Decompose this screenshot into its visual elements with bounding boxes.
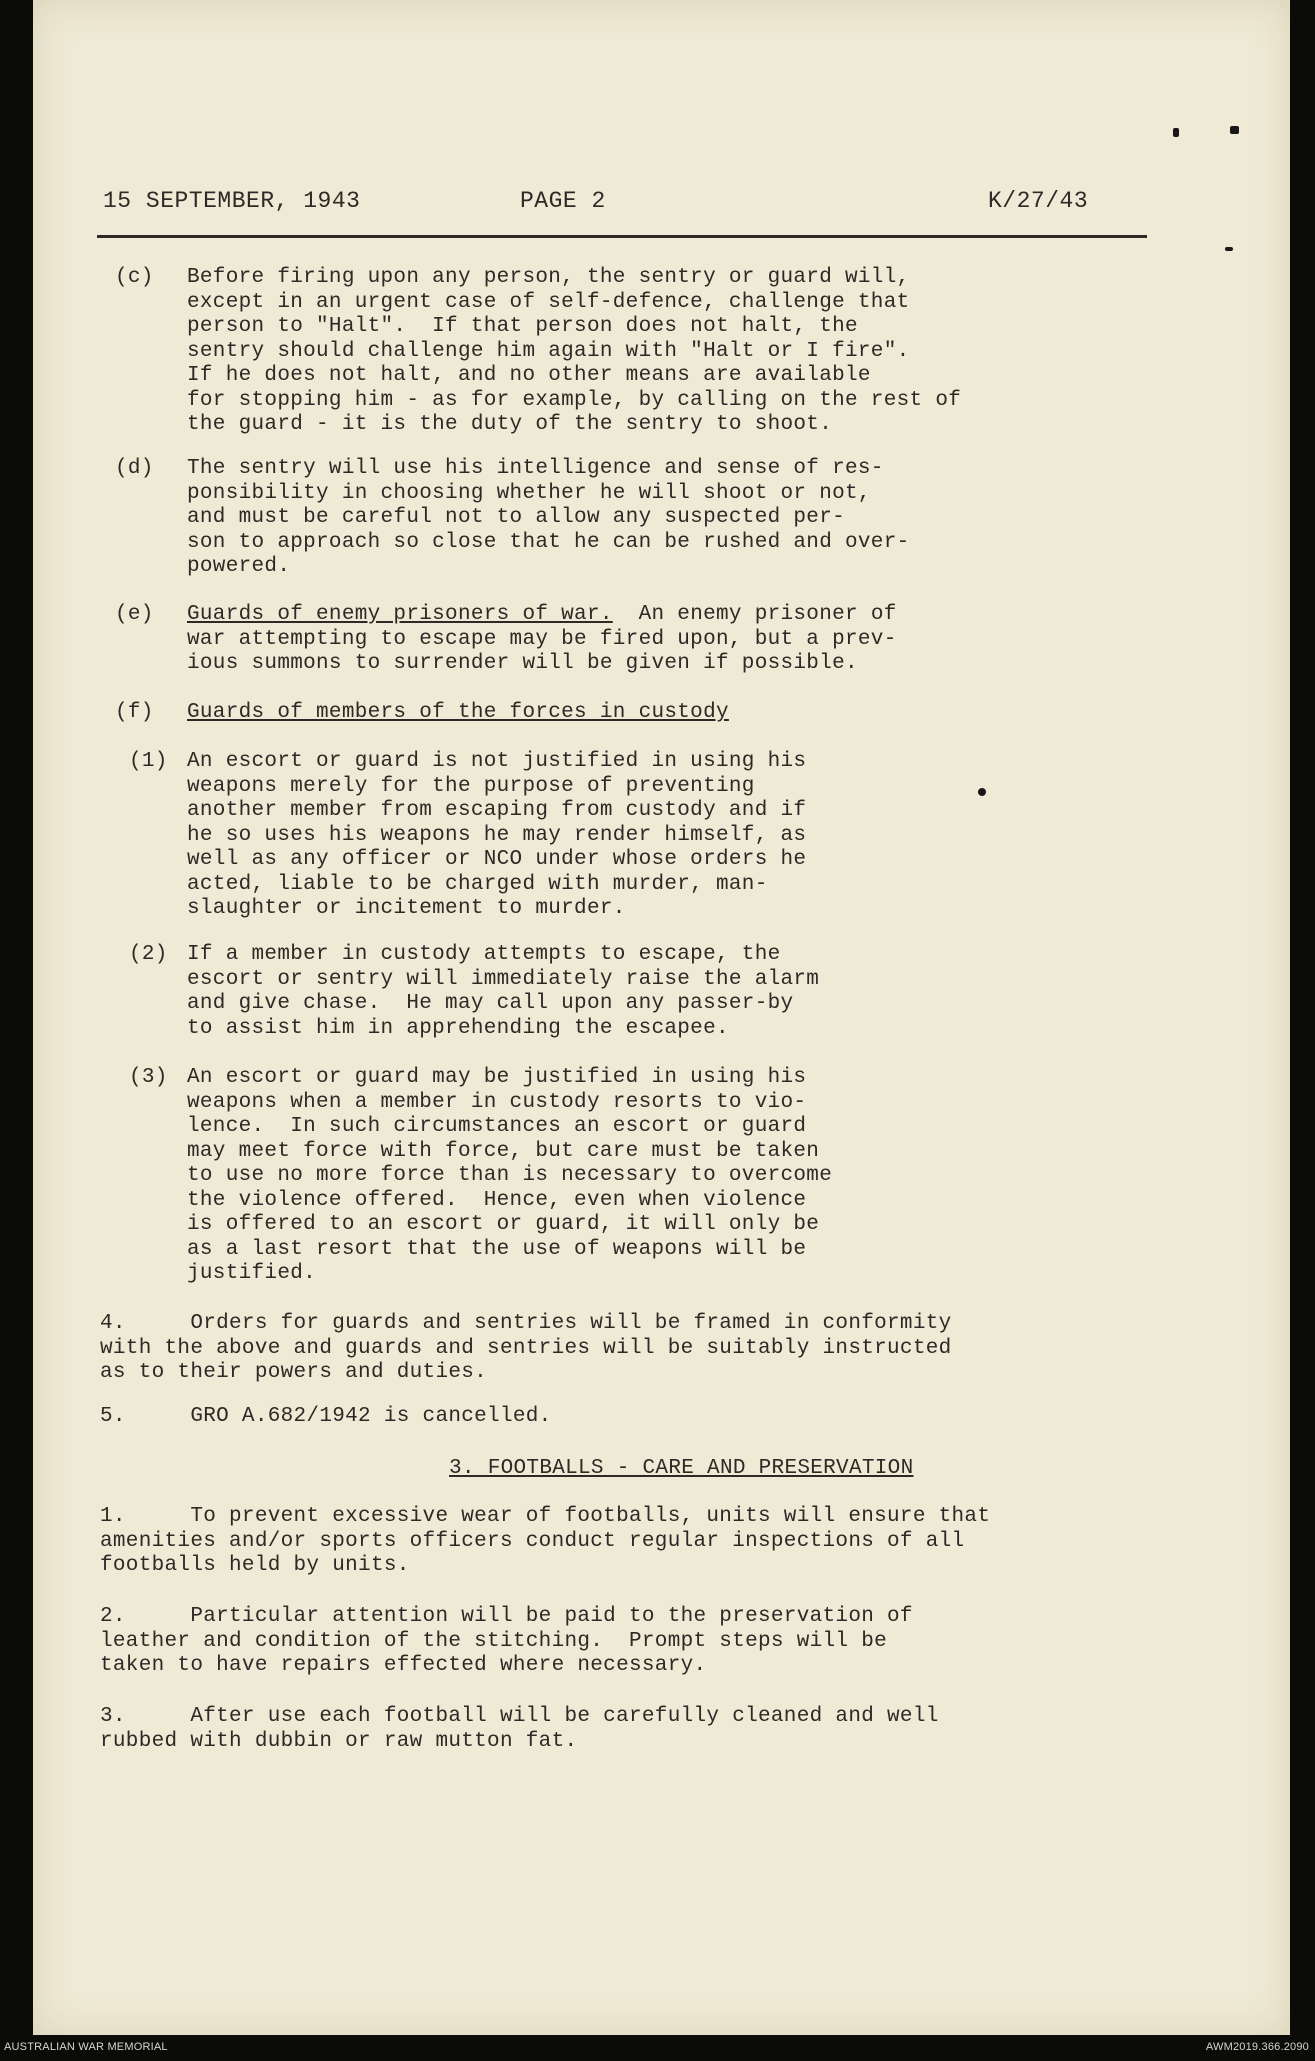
document-body xyxy=(33,0,1290,2035)
paragraph-text: The sentry will use his intelligence and sense of res- ponsibility in choosing whether he will shoot or not, and must be careful not to allow any suspected per- son to approach so close that he can be rushed and over- powered. xyxy=(187,457,910,578)
paragraph-d xyxy=(115,457,910,578)
section-title: 3. FOOTBALLS - CARE AND PRESERVATION xyxy=(449,1457,914,1480)
subparagraph-text: An escort or guard is not justified in using his weapons merely for the purpose of preventing another member from escaping from custody and if he so uses his weapons he may render himself, as well as any officer or NCO under whose orders he acted, liable to be charged with murder, man- slaughter or incitement to murder. xyxy=(187,750,807,920)
paragraph-first-text: An enemy prisoner of xyxy=(612,603,897,626)
paragraph-text: 4. Orders for guards and sentries will be framed in conformity with the above and guards and sentries will be suitably instructed as to their powers and duties. xyxy=(100,1312,952,1384)
header-date: 15 SEPTEMBER, 1943 xyxy=(103,188,361,214)
document-page xyxy=(33,0,1290,2035)
subparagraph-label: (3) xyxy=(129,1066,168,1089)
paragraph-text: war attempting to escape may be fired upon, but a prev- ious summons to surrender will be given if possible. xyxy=(187,627,897,675)
subparagraph-1 xyxy=(129,750,807,920)
footer-left: AUSTRALIAN WAR MEMORIAL xyxy=(4,2041,168,2053)
page-header xyxy=(103,188,1133,222)
footer-right: AWM2019.366.2090 xyxy=(1205,2041,1309,2053)
paragraph-heading: Guards of members of the forces in custody xyxy=(187,701,729,724)
paragraph-5 xyxy=(100,1405,552,1479)
section-paragraph-2: 2. Particular attention will be paid to the preservation of leather and condition of the stitching. Prompt steps will be taken to have repairs effected where necessary. xyxy=(100,1605,913,1677)
pin-mark xyxy=(1225,247,1233,251)
paragraph-label: (d) xyxy=(115,457,154,480)
subparagraph-label: (1) xyxy=(129,750,168,773)
section-paragraph-3: 3. After use each football will be carefully cleaned and well rubbed with dubbin or raw mutton fat. xyxy=(100,1705,939,1753)
paragraph-label: (f) xyxy=(115,701,154,724)
paragraph-label: (c) xyxy=(115,266,154,289)
subparagraph-label: (2) xyxy=(129,943,168,966)
paragraph-heading: Guards of enemy prisoners of war. xyxy=(187,603,613,626)
header-rule xyxy=(97,235,1147,238)
paragraph-text: Before firing upon any person, the sentry or guard will, except in an urgent case of self-defence, challenge that person to "Halt". If that person does not halt, the sentry should challenge him again with "Halt or I fire". If he does not halt, and no other means are available for stopping him - as for example, by calling on the rest of the guard - it is the duty of the sentry to shoot. xyxy=(187,266,962,436)
pin-mark xyxy=(1230,126,1239,134)
subparagraph-2 xyxy=(129,943,820,1041)
pin-mark xyxy=(1173,128,1179,137)
subparagraph-3 xyxy=(129,1066,833,1285)
header-page: PAGE 2 xyxy=(520,188,606,214)
header-ref: K/27/43 xyxy=(988,188,1089,214)
paragraph-c xyxy=(115,266,962,436)
subparagraph-text: An escort or guard may be justified in using his weapons when a member in custody resorts to vio- lence. In such circumstances an escort or guard may meet force with force, but care must be taken to use no more force than is necessary to overcome the violence offered. Hence, even when violence is offered to an escort or guard, it will only be as a last resort that the use of weapons will be justified. xyxy=(187,1066,833,1285)
paragraph-4 xyxy=(100,1312,952,1386)
ink-blot xyxy=(978,788,986,796)
paragraph-text: 5. GRO A.682/1942 is cancelled. xyxy=(100,1405,552,1428)
subparagraph-text: If a member in custody attempts to escape, the escort or sentry will immediately raise the alarm and give chase. He may call upon any passer-by to assist him in apprehending the escapee. xyxy=(187,943,820,1040)
paragraph-label: (e) xyxy=(115,603,154,626)
section-paragraph-1: 1. To prevent excessive wear of footballs, units will ensure that amenities and/or sports officers conduct regular inspections of all footballs held by units. xyxy=(100,1505,991,1577)
paragraph-first-line xyxy=(187,603,897,628)
